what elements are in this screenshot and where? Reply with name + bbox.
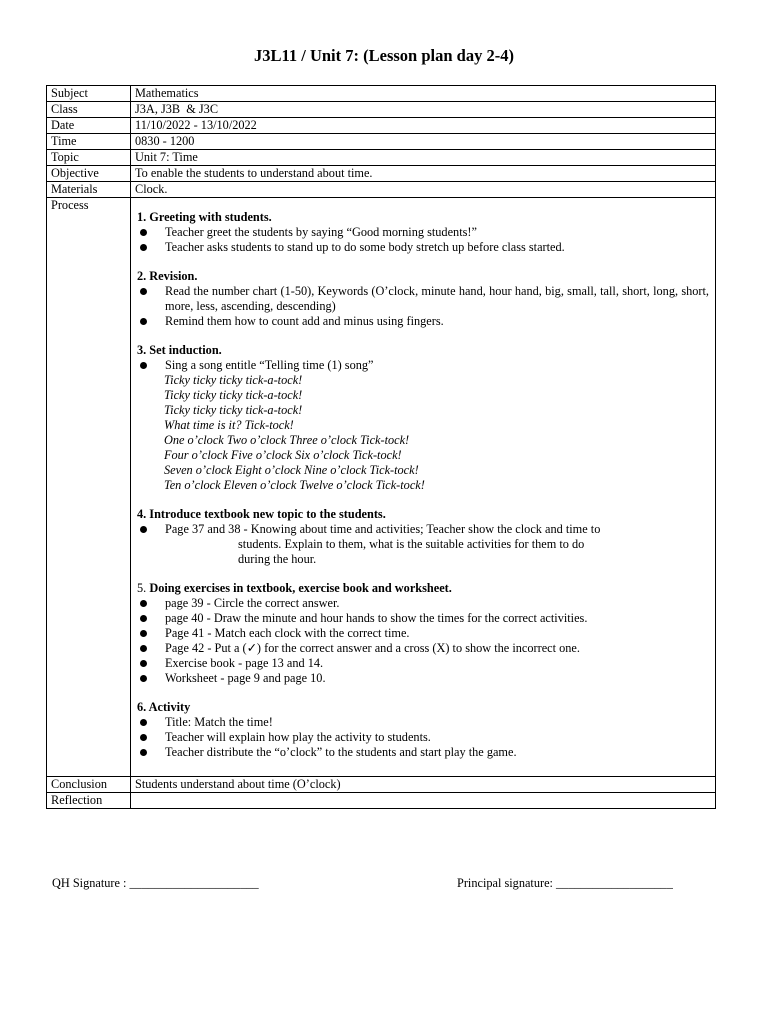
item-text: Exercise book - page 13 and 14.	[165, 656, 324, 670]
label-objective: Objective	[47, 166, 131, 182]
value-time: 0830 - 1200	[131, 134, 716, 150]
row-conclusion	[47, 777, 716, 793]
section-set-induction	[137, 343, 709, 493]
section-title-text: Doing exercises in textbook, exercise book and worksheet.	[149, 581, 452, 595]
section-title: 4. Introduce textbook new topic to the students.	[137, 507, 386, 521]
label-process: Process	[47, 198, 131, 777]
song-line: Ticky ticky ticky tick-a-tock!	[164, 403, 303, 417]
bullet-icon	[140, 615, 147, 622]
section-greeting	[137, 210, 709, 255]
song-line: What time is it? Tick-tock!	[164, 418, 294, 432]
label-time: Time	[47, 134, 131, 150]
item-text: Teacher greet the students by saying “Good morning students!”	[165, 225, 477, 239]
bullet-icon	[140, 630, 147, 637]
value-subject: Mathematics	[131, 86, 716, 102]
section-activity	[137, 700, 709, 760]
list-item	[137, 596, 709, 611]
item-text: Title: Match the time!	[165, 715, 273, 729]
list-item	[137, 358, 709, 373]
song-line: Four o’clock Five o’clock Six o’clock Tick-tock!	[164, 448, 402, 462]
bullet-icon	[140, 749, 147, 756]
qh-signature: QH Signature : _____________________	[52, 876, 259, 890]
section-number: 5.	[137, 581, 147, 595]
section-title: 1. Greeting with students.	[137, 210, 272, 224]
bullet-icon	[140, 288, 147, 295]
item-text: Page 37 and 38 - Knowing about time and activities; Teacher show the clock and time to	[165, 522, 601, 536]
item-text: page 39 - Circle the correct answer.	[165, 596, 340, 610]
section-revision	[137, 269, 709, 329]
section-title	[137, 581, 709, 596]
value-materials: Clock.	[131, 182, 716, 198]
item-text: Page 41 - Match each clock with the correct time.	[165, 626, 410, 640]
item-text: page 40 - Draw the minute and hour hands to show the times for the correct activities.	[165, 611, 588, 625]
song-line: Seven o’clock Eight o’clock Nine o’clock Tick-tock!	[164, 463, 419, 477]
row-class	[47, 102, 716, 118]
list-item	[137, 522, 709, 537]
item-text: Teacher asks students to stand up to do some body stretch up before class started.	[165, 240, 565, 254]
list-item	[137, 745, 709, 760]
list-item	[137, 611, 709, 626]
row-time	[47, 134, 716, 150]
value-objective: To enable the students to understand about time.	[131, 166, 716, 182]
item-text: Worksheet - page 9 and page 10.	[165, 671, 326, 685]
song-line: Ticky ticky ticky tick-a-tock!	[164, 388, 303, 402]
process-content	[131, 198, 716, 777]
section-title: 6. Activity	[137, 700, 191, 714]
item-text: Teacher distribute the “o’clock” to the students and start play the game.	[165, 745, 517, 759]
row-objective	[47, 166, 716, 182]
label-conclusion: Conclusion	[47, 777, 131, 793]
value-conclusion: Students understand about time (O’clock)	[131, 777, 716, 793]
row-date	[47, 118, 716, 134]
section-textbook	[137, 507, 709, 567]
row-process	[47, 198, 716, 777]
value-class: J3A, J3B & J3C	[131, 102, 716, 118]
label-date: Date	[47, 118, 131, 134]
song-line: Ticky ticky ticky tick-a-tock!	[164, 373, 303, 387]
list-item	[137, 284, 709, 314]
value-topic: Unit 7: Time	[131, 150, 716, 166]
label-class: Class	[47, 102, 131, 118]
song-lyrics	[137, 373, 709, 493]
bullet-icon	[140, 229, 147, 236]
section-title: 2. Revision.	[137, 269, 198, 283]
item-text: Page 42 - Put a (✓) for the correct answer and a cross (X) to show the incorrect one.	[165, 641, 580, 655]
principal-signature: Principal signature: ___________________	[457, 876, 673, 890]
song-line: Ten o’clock Eleven o’clock Twelve o’clock Tick-tock!	[164, 478, 425, 492]
song-line: One o’clock Two o’clock Three o’clock Tick-tock!	[164, 433, 410, 447]
bullet-icon	[140, 362, 147, 369]
list-item	[137, 641, 709, 656]
item-continuation: students. Explain to them, what is the suitable activities for them to do	[238, 537, 585, 551]
bullet-icon	[140, 600, 147, 607]
page-title: J3L11 / Unit 7: (Lesson plan day 2-4)	[254, 46, 514, 65]
label-subject: Subject	[47, 86, 131, 102]
label-reflection: Reflection	[47, 793, 131, 809]
label-topic: Topic	[47, 150, 131, 166]
row-topic	[47, 150, 716, 166]
row-subject	[47, 86, 716, 102]
list-item	[137, 671, 709, 686]
item-continuation: during the hour.	[238, 552, 317, 566]
list-item	[137, 225, 709, 240]
item-text: Sing a song entitle “Telling time (1) song”	[165, 358, 374, 372]
item-text: Remind them how to count add and minus using fingers.	[165, 314, 444, 328]
list-item	[137, 314, 709, 329]
list-item	[137, 240, 709, 255]
label-materials: Materials	[47, 182, 131, 198]
section-title: 3. Set induction.	[137, 343, 222, 357]
bullet-icon	[140, 318, 147, 325]
item-text: Teacher will explain how play the activity to students.	[165, 730, 431, 744]
bullet-icon	[140, 719, 147, 726]
bullet-icon	[140, 645, 147, 652]
bullet-icon	[140, 660, 147, 667]
bullet-icon	[140, 734, 147, 741]
bullet-icon	[140, 244, 147, 251]
value-date: 11/10/2022 - 13/10/2022	[131, 118, 716, 134]
row-reflection	[47, 793, 716, 809]
item-text: Read the number chart (1-50), Keywords (O’clock, minute hand, hour hand, big, small, tall, short, long, short, more, less, ascending, descending)	[165, 284, 709, 313]
bullet-icon	[140, 675, 147, 682]
list-item	[137, 730, 709, 745]
list-item	[137, 656, 709, 671]
list-item	[137, 626, 709, 641]
lesson-plan-table	[46, 85, 716, 809]
row-materials	[47, 182, 716, 198]
bullet-icon	[140, 526, 147, 533]
section-exercises	[137, 581, 709, 686]
value-reflection	[131, 793, 716, 809]
list-item	[137, 715, 709, 730]
